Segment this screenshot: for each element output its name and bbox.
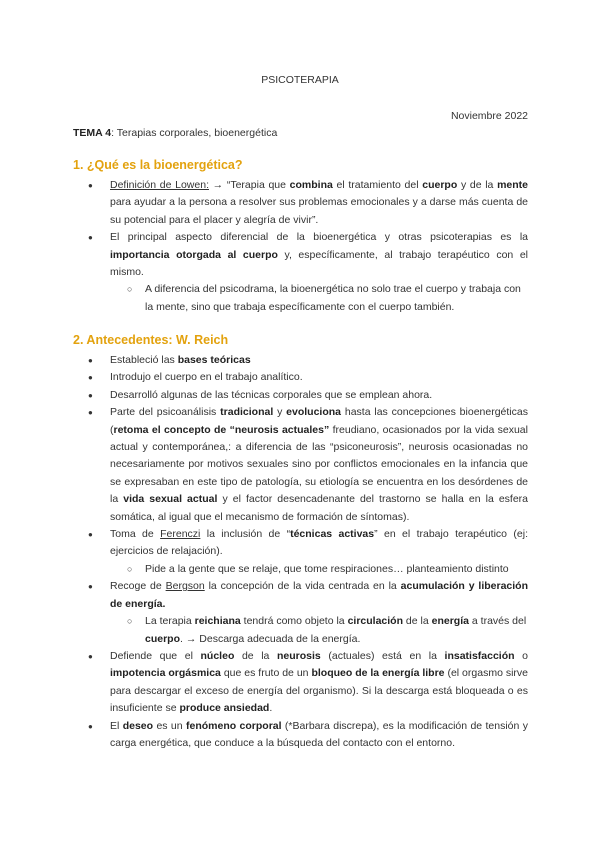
text-span: que es fruto de un <box>220 667 312 680</box>
bold-span: circulación <box>347 615 404 628</box>
text-span: a través del <box>468 615 527 628</box>
text-span: . <box>269 702 273 715</box>
text-span: . → Descarga adecuada de la energía. <box>180 632 361 645</box>
bold-span: impotencia orgásmica <box>110 667 221 680</box>
text-span: Estableció las <box>110 354 178 366</box>
text-span: y <box>273 406 287 419</box>
list-item: ● Desarrolló algunas de las técnicas corporales que se emplean ahora. <box>73 387 528 404</box>
text-span: El <box>110 719 123 732</box>
bold-span: mente <box>497 179 528 191</box>
section-2-list <box>73 352 528 752</box>
bold-span: neurosis <box>277 649 321 662</box>
text-span: hasta las concepciones bioenergéticas ( <box>110 406 528 436</box>
bold-span: retoma el concepto de “neurosis actuales” <box>113 423 330 436</box>
bold-span: insatisfacción <box>444 649 515 662</box>
ferenczi-link[interactable]: Ferenczi <box>160 528 201 541</box>
bold-span: produce ansiedad <box>179 702 270 715</box>
bold-span: importancia otorgada al cuerpo <box>110 248 278 261</box>
text-span: el tratamiento del <box>332 179 423 191</box>
bold-span: núcleo <box>200 649 235 662</box>
text-span: Toma de <box>110 528 161 541</box>
list-item <box>73 177 528 229</box>
text-span: de la <box>234 649 277 662</box>
text-span: y, específicamente, al trabajo terapéutico con el mismo. <box>110 248 528 279</box>
list-item <box>73 229 528 281</box>
text-span: Parte del psicoanálisis <box>110 406 221 419</box>
lowen-link[interactable]: Definición de Lowen: <box>110 179 209 191</box>
sub-list-item <box>73 613 528 648</box>
bold-span: cuerpo <box>422 179 458 191</box>
bergson-link[interactable]: Bergson <box>165 580 205 593</box>
document-date: Noviembre 2022 <box>450 110 528 122</box>
bold-span: fenómeno corporal <box>185 719 282 732</box>
text-span: freudiano, ocasionados por la vida sexual actual y contemporánea,: a diferencia de las “psiconeurosis”, neurosis ocasionadas no necesariamente por motivos sexuales sino por conflictos emocionales en la infancia que se expresaban en este tipo de patología, su etiología se encuentra en los desórdenes de la <box>110 423 528 506</box>
text-span: o <box>514 649 528 662</box>
bold-span: tradicional <box>220 406 274 419</box>
section-heading-1: 1. ¿Qué es la bioenergética? <box>73 158 243 172</box>
bold-span: técnicas activas <box>290 528 375 541</box>
text-span: El principal aspecto diferencial de la bioenergética y otras psicoterapias es la <box>110 231 528 244</box>
text-span: de la <box>403 615 432 628</box>
list-item <box>73 718 528 753</box>
bold-span: reichiana <box>194 615 241 628</box>
text-span: (*Barbara discrepa), es la modificación de tensión y carga energética, que conduce a la búsqueda del contacto con el entorno. <box>110 719 528 749</box>
text-span: para ayudar a la persona a resolver sus problemas emocionales y a darse más cuenta de su potencial para el placer y alegría de vivir”. <box>110 196 528 226</box>
text-span: la inclusión de “ <box>200 528 291 541</box>
bold-span: evoluciona <box>286 406 342 419</box>
bold-span: vida sexual actual <box>123 493 218 506</box>
text-span: ” en el trabajo terapéutico (ej: ejercicios de relajación). <box>110 528 528 558</box>
text-span: la concepción de la vida centrada en la <box>204 580 401 593</box>
text-span: → “Terapia que <box>209 179 290 191</box>
section-heading-2: 2. Antecedentes: W. Reich <box>73 333 229 347</box>
text-span: La terapia <box>145 615 195 628</box>
bold-span: bloqueo de la energía libre <box>311 667 445 680</box>
text-span: es un <box>153 719 186 732</box>
section-1-list <box>73 177 528 316</box>
sub-list-item: ○ Pide a la gente que se relaje, que tome respiraciones… planteamiento distinto <box>73 561 528 578</box>
bold-span: combina <box>289 179 333 191</box>
document-title: PSICOTERAPIA <box>261 74 339 86</box>
bold-span: acumulación y liberación de energía. <box>110 580 528 610</box>
list-item <box>73 404 528 526</box>
bold-span: bases teóricas <box>177 354 251 366</box>
list-item <box>73 578 528 613</box>
topic-text: : Terapias corporales, bioenergética <box>111 127 278 139</box>
list-item <box>73 648 528 718</box>
topic-label: TEMA 4 <box>73 127 112 139</box>
text-span: Defiende que el <box>110 649 201 662</box>
text-span: y de la <box>457 179 498 191</box>
text-span: Recoge de <box>110 580 166 593</box>
bold-span: cuerpo <box>145 632 181 645</box>
list-item <box>73 352 528 369</box>
text-span: y el factor desencadenante del trastorno se halla en la esfera somática, al igual que el mecanismo de formación de síntomas). <box>110 493 529 523</box>
text-span: (el orgasmo sirve para descargar el exceso de energía del organismo). Si la descarga está bloqueada o es insuficiente se <box>110 667 529 715</box>
sub-list-item: ○ A diferencia del psicodrama, la bioenergética no solo trae el cuerpo y trabaja con la mente, sino que trabaja específicamente con el cuerpo también. <box>73 281 528 316</box>
text-span: tendrá como objeto la <box>240 615 348 628</box>
bold-span: energía <box>431 615 469 628</box>
text-span: (actuales) está en la <box>320 649 445 662</box>
list-item: ● Introdujo el cuerpo en el trabajo analítico. <box>73 369 528 386</box>
topic-line <box>73 127 277 139</box>
list-item <box>73 526 528 561</box>
bold-span: deseo <box>122 719 154 732</box>
